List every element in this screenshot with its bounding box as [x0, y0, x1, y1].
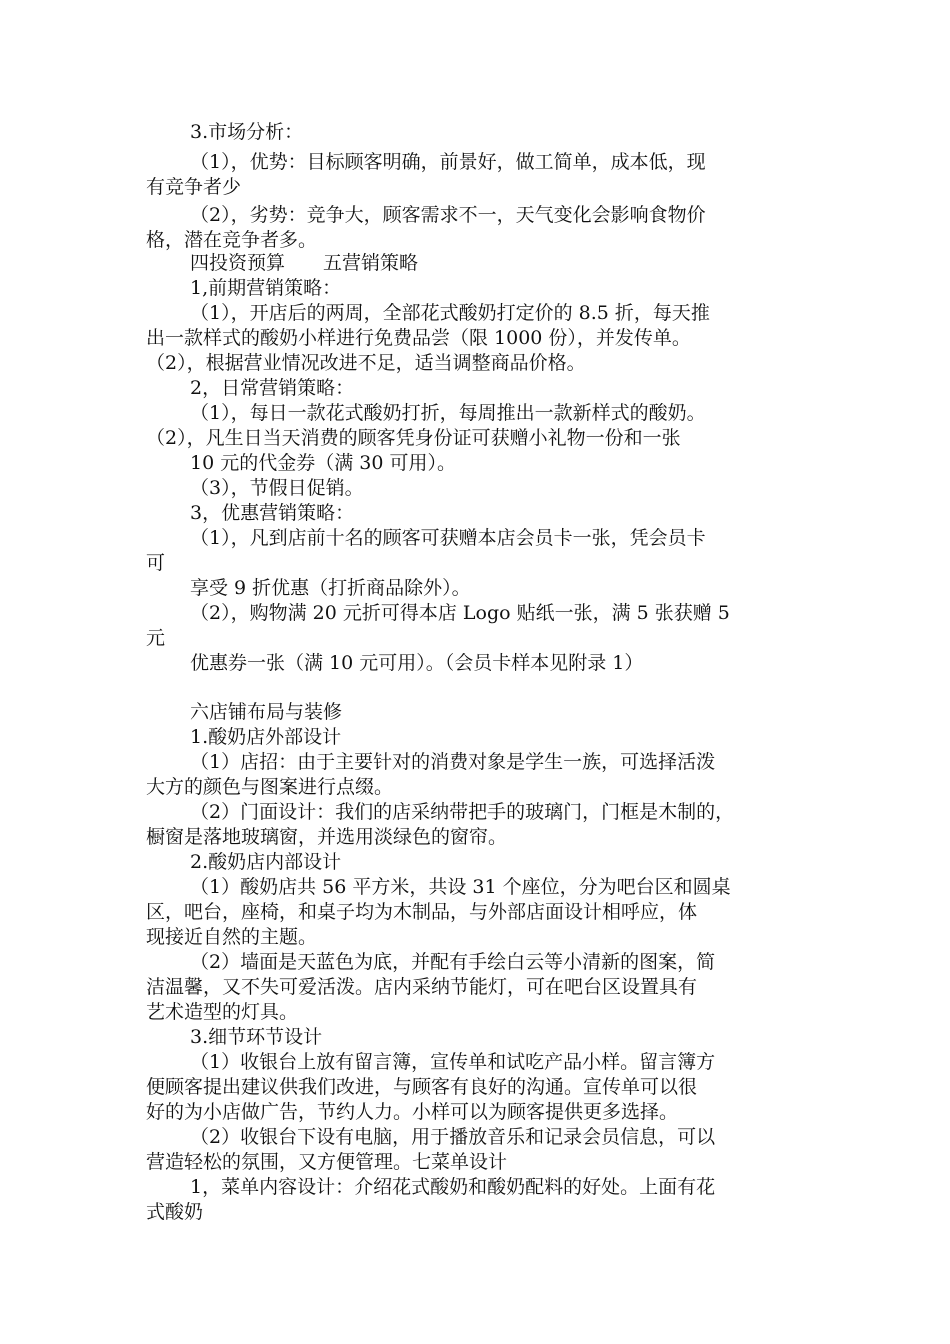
heading-investment-marketing: 四投资预算 五营销策略 — [190, 252, 419, 274]
text-line: 10 元的代金券（满 30 可用）。 — [190, 452, 456, 474]
text-line: （1）酸奶店共 56 平方米，共设 31 个座位，分为吧台区和圆桌 — [190, 876, 731, 898]
text-line: 格，潜在竞争者多。 — [146, 229, 318, 251]
text-line: 好的为小店做广告，节约人力。小样可以为顾客提供更多选择。 — [146, 1101, 679, 1123]
text-line: 优惠券一张（满 10 元可用）。（会员卡样本见附录 1） — [190, 652, 644, 674]
text-line: （3），节假日促销。 — [190, 477, 364, 499]
text-line: （1），每日一款花式酸奶打折，每周推出一款新样式的酸奶。 — [190, 402, 706, 424]
text-line: 大方的颜色与图案进行点缀。 — [146, 776, 394, 798]
heading-interior-design: 2.酸奶店内部设计 — [190, 851, 342, 873]
text-line: （2）收银台下设有电脑，用于播放音乐和记录会员信息，可以 — [190, 1126, 716, 1148]
text-line: 1，菜单内容设计：介绍花式酸奶和酸奶配料的好处。上面有花 — [190, 1176, 716, 1198]
heading-store-layout: 六店铺布局与装修 — [190, 701, 343, 723]
text-line: （1）收银台上放有留言簿，宣传单和试吃产品小样。留言簿方 — [190, 1051, 716, 1073]
text-line: （2）墙面是天蓝色为底，并配有手绘白云等小清新的图案，简 — [190, 951, 716, 973]
text-line: 橱窗是落地玻璃窗，并选用淡绿色的窗帘。 — [146, 826, 508, 848]
text-line: （2），购物满 20 元折可得本店 Logo 贴纸一张，满 5 张获赠 5 — [190, 602, 730, 624]
heading-early-marketing: 1,前期营销策略： — [190, 277, 342, 299]
text-line: 可 — [146, 552, 166, 574]
text-line: 洁温馨，又不失可爱活泼。店内采纳节能灯，可在吧台区设置具有 — [146, 976, 698, 998]
heading-detail-design: 3.细节环节设计 — [190, 1026, 323, 1048]
text-line: （1），优势：目标顾客明确，前景好，做工简单，成本低，现 — [190, 151, 706, 173]
text-line: 便顾客提出建议供我们改进，与顾客有良好的沟通。宣传单可以很 — [146, 1076, 698, 1098]
text-line: （2），凡生日当天消费的顾客凭身份证可获赠小礼物一份和一张 — [146, 427, 681, 449]
heading-exterior-design: 1.酸奶店外部设计 — [190, 726, 342, 748]
text-line: 式酸奶 — [146, 1201, 204, 1223]
text-line: 元 — [146, 627, 166, 649]
text-line: 区，吧台，座椅，和桌子均为木制品，与外部店面设计相呼应，体 — [146, 901, 698, 923]
heading-discount-marketing: 3，优惠营销策略： — [190, 502, 355, 524]
text-line: 享受 9 折优惠（打折商品除外）。 — [190, 577, 471, 599]
text-line: （2）门面设计：我们的店采纳带把手的玻璃门，门框是木制的， — [190, 801, 735, 823]
text-line: （1），开店后的两周，全部花式酸奶打定价的 8.5 折，每天推 — [190, 302, 710, 324]
text-line: （2），劣势：竞争大，顾客需求不一，天气变化会影响食物价 — [190, 204, 706, 226]
heading-market-analysis: 3.市场分析： — [190, 121, 304, 143]
heading-daily-marketing: 2，日常营销策略： — [190, 377, 355, 399]
text-line: 现接近自然的主题。 — [146, 926, 318, 948]
text-line: （2），根据营业情况改进不足，适当调整商品价格。 — [146, 352, 586, 374]
text-line: （1）店招：由于主要针对的消费对象是学生一族，可选择活泼 — [190, 751, 716, 773]
text-line: （1），凡到店前十名的顾客可获赠本店会员卡一张，凭会员卡 — [190, 527, 706, 549]
text-line: 有竞争者少 — [146, 176, 242, 198]
text-line: 艺术造型的灯具。 — [146, 1001, 299, 1023]
text-line: 出一款样式的酸奶小样进行免费品尝（限 1000 份），并发传单。 — [146, 327, 691, 349]
text-line: 营造轻松的氛围，又方便管理。七菜单设计 — [146, 1151, 508, 1173]
